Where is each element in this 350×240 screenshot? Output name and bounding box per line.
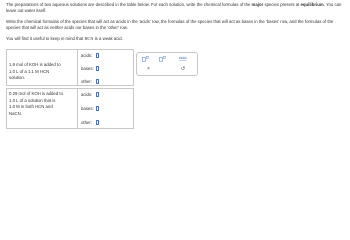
bases-label: bases: [81, 66, 94, 71]
instructions-paragraph-3: You will find it useful to keep in mind that HCN is a weak acid. [6, 36, 123, 41]
solution-1-acids [81, 53, 99, 58]
other-label: other: [81, 79, 92, 84]
solution-2-acids-input[interactable] [96, 92, 99, 97]
solution-1-other-input[interactable] [96, 79, 99, 84]
formula-toolbar [136, 52, 198, 76]
species-table [6, 49, 134, 129]
arrangement-icon[interactable] [179, 56, 187, 62]
hcn-formula: HCN [84, 36, 94, 41]
solution-2-other-input[interactable] [96, 120, 99, 125]
solution-row-2 [6, 88, 134, 129]
bases-label: bases: [81, 106, 94, 111]
solution-1-description: 1.9 mol of KOH is added to 1.0 L of a 1.1 M HCN solution. [9, 62, 61, 81]
solution-1-bases [81, 66, 99, 71]
solution-2-acids [81, 92, 99, 97]
acids-label: acids: [81, 92, 93, 97]
instructions-paragraph-1: The preparations of two aqueous solutions are described in the table below. For each solution, write the chemical formulas of the major species present at equilibrium. You can leave out water itself. [6, 2, 342, 13]
close-icon[interactable]: × [147, 66, 150, 72]
solution-1-bases-input[interactable] [96, 66, 99, 71]
other-label: other: [81, 120, 92, 125]
superscript-icon[interactable] [159, 56, 167, 62]
table-divider [77, 89, 78, 128]
solution-row-1 [6, 49, 134, 86]
solution-2-other [81, 120, 99, 125]
instructions-paragraph-2: Write the chemical formulas of the species that will act as acids in the 'acids' row, the formulas of the species that will act as bases in the 'bases' row, and the formulas of the species that will act as neither acids nor bases in the 'other' row. [6, 19, 334, 30]
solution-1-acids-input[interactable] [96, 53, 99, 58]
subscript-superscript-icon[interactable] [142, 56, 150, 62]
solution-1-other [81, 79, 99, 84]
acids-label: acids: [81, 53, 93, 58]
table-divider [77, 50, 78, 85]
undo-icon[interactable]: ↺ [181, 66, 186, 72]
solution-2-bases-input[interactable] [96, 106, 99, 111]
solution-2-bases [81, 106, 99, 111]
solution-2-description: 0.29 mol of KOH is added to 1.0 L of a solution that is 1.0 M in both HCN and NaCN. [9, 91, 63, 116]
